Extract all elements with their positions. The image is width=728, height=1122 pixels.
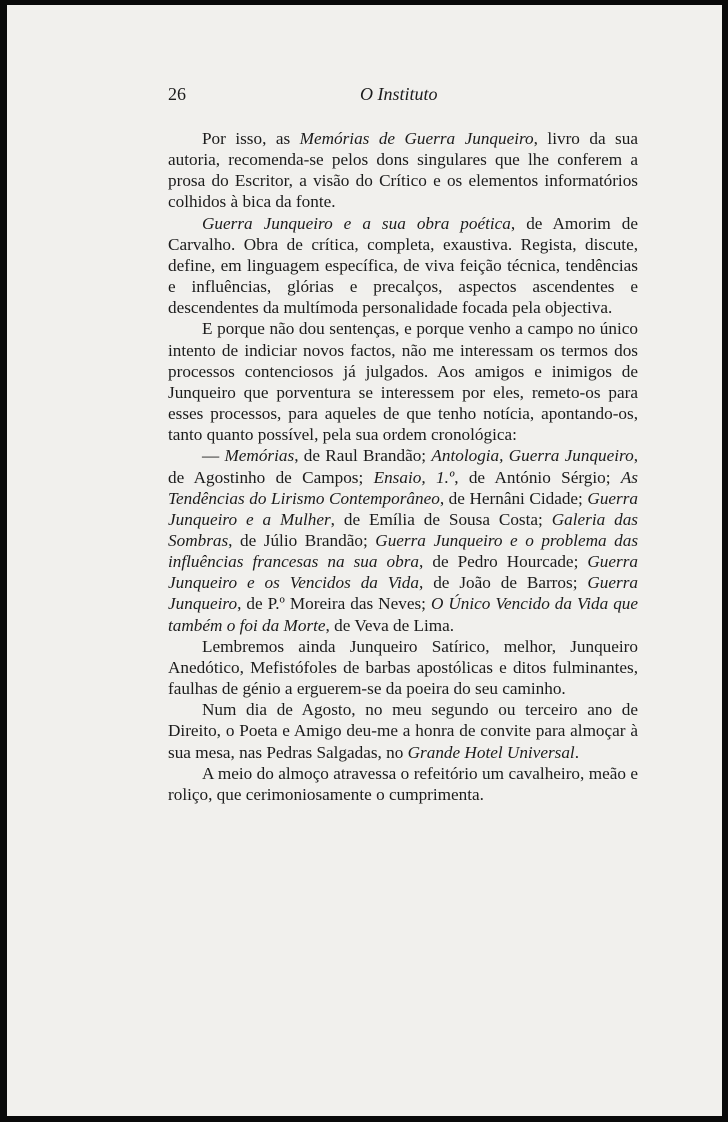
- text-run: , de António Sérgio;: [454, 467, 621, 487]
- italic-title-run: Memórias: [224, 446, 295, 466]
- text-run: , de Raul Brandão;: [294, 446, 432, 466]
- text-run: Num dia de Agosto, no meu segundo ou terceiro ano de Direito, o Poeta e Amigo deu-me a honra de convite para almoçar à sua mesa, nas Pedras Salgadas, no: [168, 700, 638, 762]
- text-run: .: [574, 742, 579, 762]
- paragraph: [168, 445, 638, 635]
- text-run: A meio do almoço atravessa o refeitório um cavalheiro, meão e roliço, que cerimoniosamente o cumprimenta.: [168, 763, 638, 804]
- text-run: , de Júlio Brandão;: [228, 530, 376, 550]
- text-run: , de Emília de Sousa Costa;: [330, 509, 552, 529]
- text-run: Por isso, as: [202, 129, 300, 148]
- italic-title-run: Guerra Junqueiro e a Mulher: [168, 488, 639, 529]
- paragraph: [168, 763, 638, 805]
- paragraph: [168, 128, 638, 213]
- italic-title-run: O Único Vencido da Vida que também o foi da Morte: [168, 594, 639, 635]
- text-run: , de Agostinho de Campos;: [168, 446, 638, 487]
- italic-title-run: Ensaio, 1.º: [373, 467, 455, 487]
- paragraph: [168, 636, 638, 699]
- page-header: [168, 84, 638, 108]
- italic-title-run: Guerra Junqueiro: [168, 573, 638, 614]
- body-text: [168, 128, 638, 805]
- text-run: Lembremos ainda Junqueiro Satírico, melhor, Junqueiro Anedótico, Mefistófoles de barbas apostólicas e ditos fulminantes, faulhas de génio a erguerem-se da poeira do seu caminho.: [168, 636, 638, 699]
- text-run: E porque não dou sentenças, e porque venho a campo no único intento de indiciar novos factos, não me interessam os termos dos processos contenciosos já julgados. Aos amigos e inimigos de Junqueiro que porventura se interessem por eles, remeto-os para esses processos, para aqueles de que tenho notícia, apontando-os, tanto quanto possível, pela sua ordem cronológica:: [168, 319, 638, 445]
- italic-title-run: Memórias de Guerra Junqueiro: [299, 129, 534, 148]
- text-run: , de Pedro Hourcade;: [419, 552, 588, 572]
- italic-title-run: Galeria das Sombras: [168, 509, 638, 550]
- italic-title-run: Guerra Junqueiro e o problema das influências francesas na sua obra: [168, 530, 639, 572]
- text-run: , de Amorim de Carvalho. Obra de crítica, completa, exaustiva. Regista, discute, define, em linguagem específica, de viva feição técnica, tendências e influências, glórias e precalços, aspectos ascendentes e descendentes da multímoda personalidade focada pela objectiva.: [168, 213, 638, 318]
- italic-title-run: Guerra Junqueiro e a sua obra poética: [202, 213, 511, 233]
- text-run: , de Hernâni Cidade;: [439, 488, 588, 508]
- italic-title-run: As Tendências do Lirismo Contemporâneo: [168, 467, 638, 508]
- text-run: —: [202, 446, 225, 466]
- text-run: , livro da sua autoria, recomenda-se pelos dons singulares que lhe conferem a prosa do Escritor, a visão do Crítico e os elementos informatórios colhidos à bica da fonte.: [168, 129, 638, 212]
- italic-title-run: Grande Hotel Universal: [407, 742, 575, 762]
- paragraph: [168, 213, 638, 319]
- italic-title-run: Guerra Junqueiro e os Vencidos da Vida: [168, 552, 638, 593]
- running-title: O Instituto: [360, 84, 438, 104]
- paragraph: [168, 318, 638, 445]
- page-number: 26: [168, 84, 186, 104]
- text-run: , de P.º Moreira das Neves;: [237, 594, 431, 614]
- italic-title-run: Antologia, Guerra Junqueiro: [431, 446, 634, 466]
- text-run: , de João de Barros;: [418, 573, 588, 593]
- paragraph: [168, 699, 638, 762]
- text-run: , de Veva de Lima.: [325, 615, 455, 635]
